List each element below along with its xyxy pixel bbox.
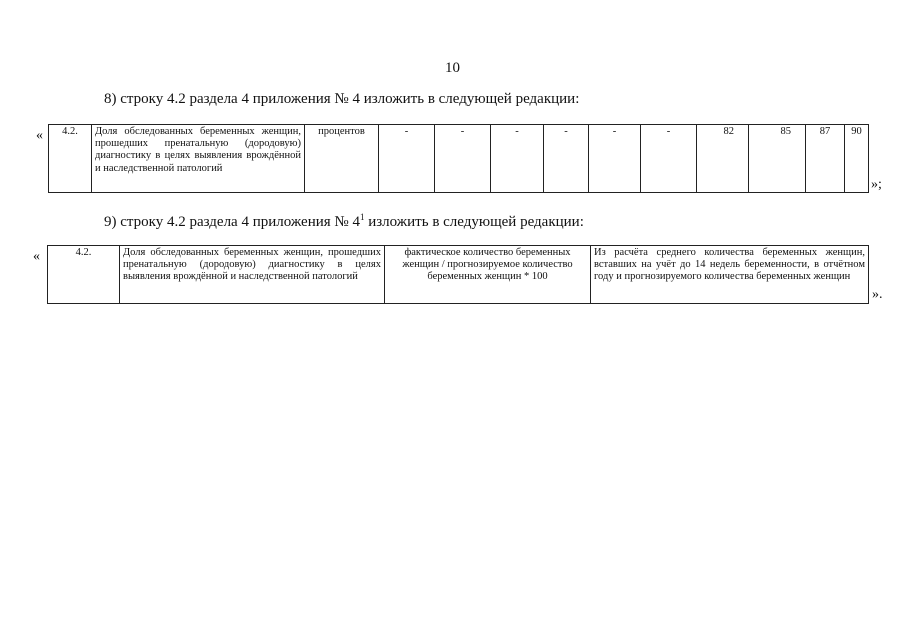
value-cell: - — [544, 125, 589, 193]
unit-cell: процентов — [305, 125, 379, 193]
value-cell: - — [435, 125, 491, 193]
value-cell: 90 — [845, 125, 869, 193]
indicator-name: Доля обследованных беременных женщин, прошедших пренатальную (дородовую) диагностику в целях выявления врождённой и наследственной патологий — [120, 246, 385, 304]
value-cell: 87 — [806, 125, 845, 193]
section9-instruction-sup: 1 — [359, 212, 365, 222]
section9-open-quote: « — [33, 249, 40, 264]
value-cell: - — [491, 125, 544, 193]
section8-open-quote: « — [36, 128, 43, 143]
row-number: 4.2. — [48, 246, 120, 304]
formula-cell: фактическое количество беременных женщин / прогнозируемое количество беременных женщин * 100 — [385, 246, 591, 304]
section9-close-quote: ». — [872, 287, 883, 302]
value-cell: 82 — [697, 125, 749, 193]
section9-instruction — [104, 212, 584, 231]
row-number: 4.2. — [49, 125, 92, 193]
section9-instruction-suffix: изложить в следующей редакции: — [364, 214, 584, 230]
method-cell: Из расчёта среднего количества беременных женщин, вставших на учёт до 14 недель беременности, в отчётном году и прогнозируемого количества беременных женщин — [591, 246, 869, 304]
table-row — [48, 246, 869, 304]
section8-instruction: 8) строку 4.2 раздела 4 приложения № 4 изложить в следующей редакции: — [104, 91, 580, 107]
section9-instruction-prefix: 9) строку 4.2 раздела 4 приложения № 4 — [104, 214, 360, 230]
section8-table — [48, 124, 869, 193]
value-cell: 85 — [749, 125, 806, 193]
page-number: 10 — [445, 60, 460, 76]
value-cell: - — [379, 125, 435, 193]
value-cell: - — [641, 125, 697, 193]
table-row — [49, 125, 869, 193]
value-cell: - — [589, 125, 641, 193]
section9-table — [47, 245, 869, 304]
section8-close-quote: »; — [871, 177, 882, 192]
indicator-name: Доля обследованных беременных женщин, прошедших пренатальную (дородовую) диагностику в целях выявления врождённой и наследственной патологий — [92, 125, 305, 193]
